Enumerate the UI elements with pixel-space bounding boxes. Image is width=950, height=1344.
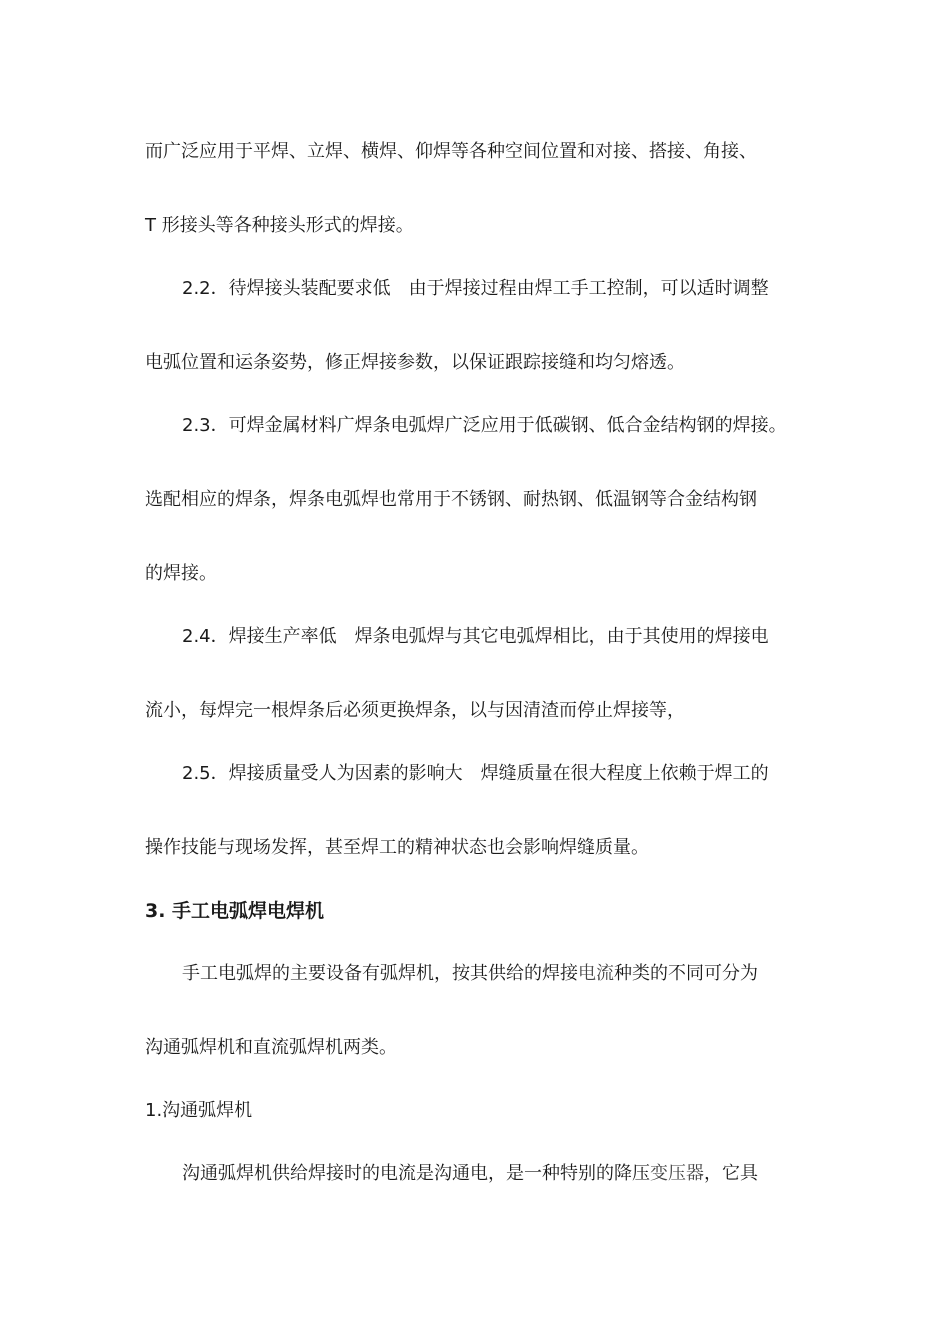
body-text-line: 而广泛应用于平焊、立焊、横焊、仰焊等各种空间位置和对接、搭接、角接、 [145, 141, 757, 162]
body-text-line: 选配相应的焊条，焊条电弧焊也常用于不锈钢、耐热钢、低温钢等合金结构钢 [145, 489, 757, 510]
text-run: ，它具 [704, 1163, 758, 1184]
paragraph-line [182, 1162, 758, 1186]
section-item-2-3: 2.3．可焊金属材料广焊条电弧焊广泛应用于低碳钢、低合金结构钢的焊接。 [182, 415, 787, 436]
section-item-2-4: 2.4．焊接生产率低 焊条电弧焊与其它电弧焊相比，由于其使用的焊接电 [182, 626, 769, 647]
body-text-line: T 形接头等各种接头形式的焊接。 [145, 215, 414, 236]
text-run: 沟通弧焊机供给焊接时的电流是沟通电，是一种特别的降压 [182, 1163, 650, 1184]
subheading: 1.沟通弧焊机 [145, 1100, 253, 1121]
section-item-2-2: 2.2．待焊接头装配要求低 由于焊接过程由焊工手工控制，可以适时调整 [182, 278, 769, 299]
body-text-line: 的焊接。 [145, 563, 217, 584]
text-run: 手工电弧焊的主要设备有弧焊机，按其供给的焊接 [182, 963, 578, 984]
text-run: 种类的不同可分为 [614, 963, 758, 984]
paragraph-line: 沟通弧焊机和直流弧焊机两类。 [145, 1037, 397, 1058]
paragraph-line [182, 962, 758, 986]
body-text-line: 电弧位置和运条姿势，修正焊接参数，以保证跟踪接缝和均匀熔透。 [145, 352, 685, 373]
term-link[interactable]: 变压器 [650, 1163, 704, 1184]
section-item-2-5: 2.5．焊接质量受人为因素的影响大 焊缝质量在很大程度上依赖于焊工的 [182, 763, 769, 784]
body-text-line: 操作技能与现场发挥，甚至焊工的精神状态也会影响焊缝质量。 [145, 837, 649, 858]
section-heading: 3. 手工电弧焊电焊机 [145, 900, 325, 922]
body-text-line: 流小，每焊完一根焊条后必须更换焊条，以与因清渣而停止焊接等， [145, 700, 685, 721]
term-link[interactable]: 电流 [578, 963, 614, 984]
